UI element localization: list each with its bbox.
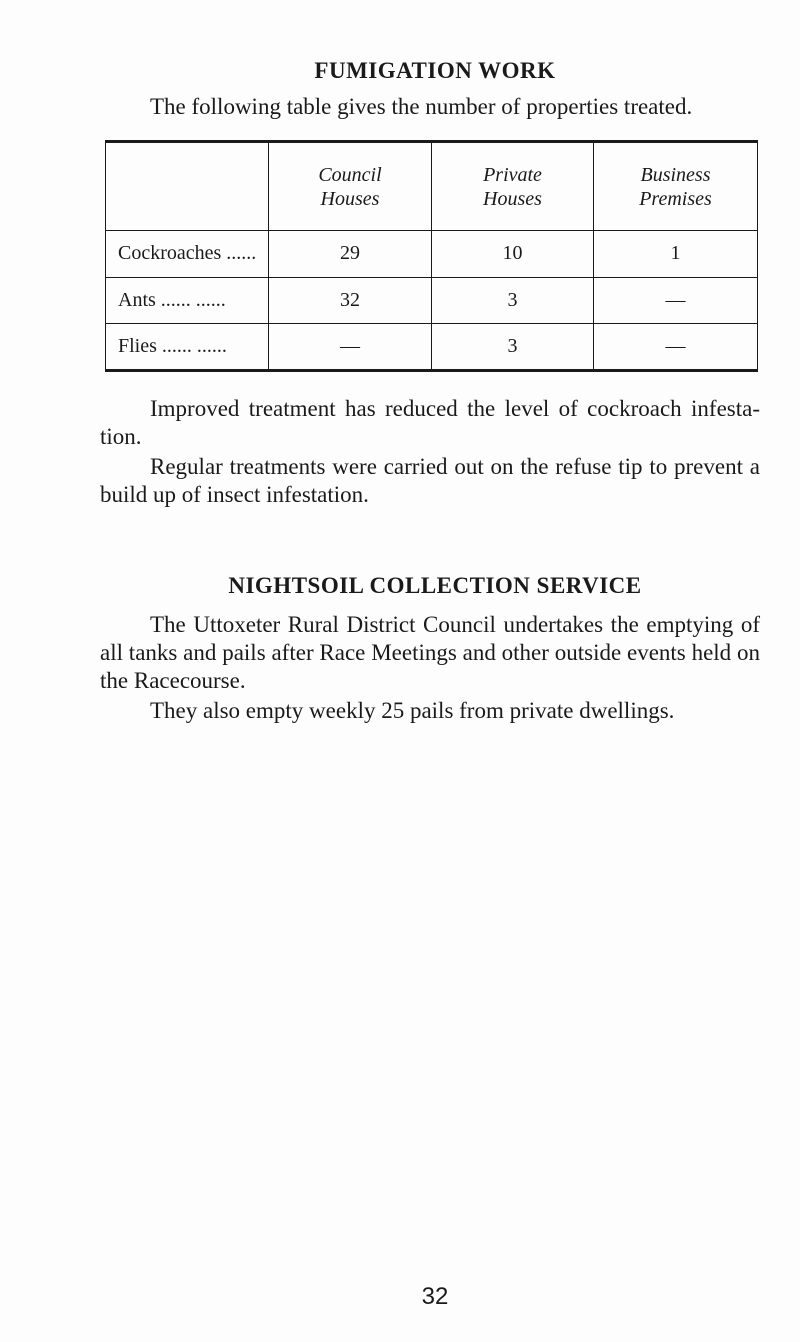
table-cell: 29 xyxy=(269,231,432,277)
row-label-ants: Ants ...... ...... xyxy=(106,277,269,323)
header-private-line2: Houses xyxy=(483,187,542,210)
page-number: 32 xyxy=(421,1283,449,1310)
table-cell: 3 xyxy=(432,277,594,323)
nightsoil-paragraph-1: The Uttoxeter Rural District Council undertakes the emptying of all tanks and pails after Race Meetings and other outside events held on the Racecourse. xyxy=(100,612,760,693)
table-cell: — xyxy=(269,323,432,370)
fumigation-intro: The following table gives the number of properties treated. xyxy=(150,94,693,119)
table-header-row xyxy=(106,142,758,231)
nightsoil-paragraph-2: They also empty weekly 25 pails from private dwellings. xyxy=(150,698,675,723)
row-label-flies: Flies ...... ...... xyxy=(106,323,269,370)
table-header-blank xyxy=(106,142,269,231)
row-label-cockroaches: Cockroaches ...... xyxy=(106,231,269,277)
header-business-line2: Premises xyxy=(639,187,712,210)
header-private-line1: Private xyxy=(483,163,542,186)
table-cell: — xyxy=(594,277,758,323)
header-council-line2: Houses xyxy=(320,187,380,210)
table-row xyxy=(106,323,758,370)
header-business-line1: Business xyxy=(640,163,711,186)
table-cell: — xyxy=(594,323,758,370)
header-council-line1: Council xyxy=(318,163,382,186)
table-header-council-houses xyxy=(269,142,432,231)
table-row xyxy=(106,277,758,323)
fumigation-paragraph-1: Improved treatment has reduced the level of cockroach infesta- tion. xyxy=(100,396,760,449)
fumigation-heading: FUMIGATION WORK xyxy=(314,58,556,83)
nightsoil-heading: NIGHTSOIL COLLECTION SERVICE xyxy=(228,573,642,598)
properties-treated-table xyxy=(105,140,758,372)
table-header-business-premises xyxy=(594,142,758,231)
table-cell: 32 xyxy=(269,277,432,323)
table-cell: 1 xyxy=(594,231,758,277)
table-cell: 10 xyxy=(432,231,594,277)
table-row xyxy=(106,231,758,277)
properties-treated-table-wrapper xyxy=(105,140,757,372)
table-header-private-houses xyxy=(432,142,594,231)
table-cell: 3 xyxy=(432,323,594,370)
fumigation-paragraph-2: Regular treatments were carried out on the refuse tip to prevent a build up of insect infestation. xyxy=(100,454,760,507)
